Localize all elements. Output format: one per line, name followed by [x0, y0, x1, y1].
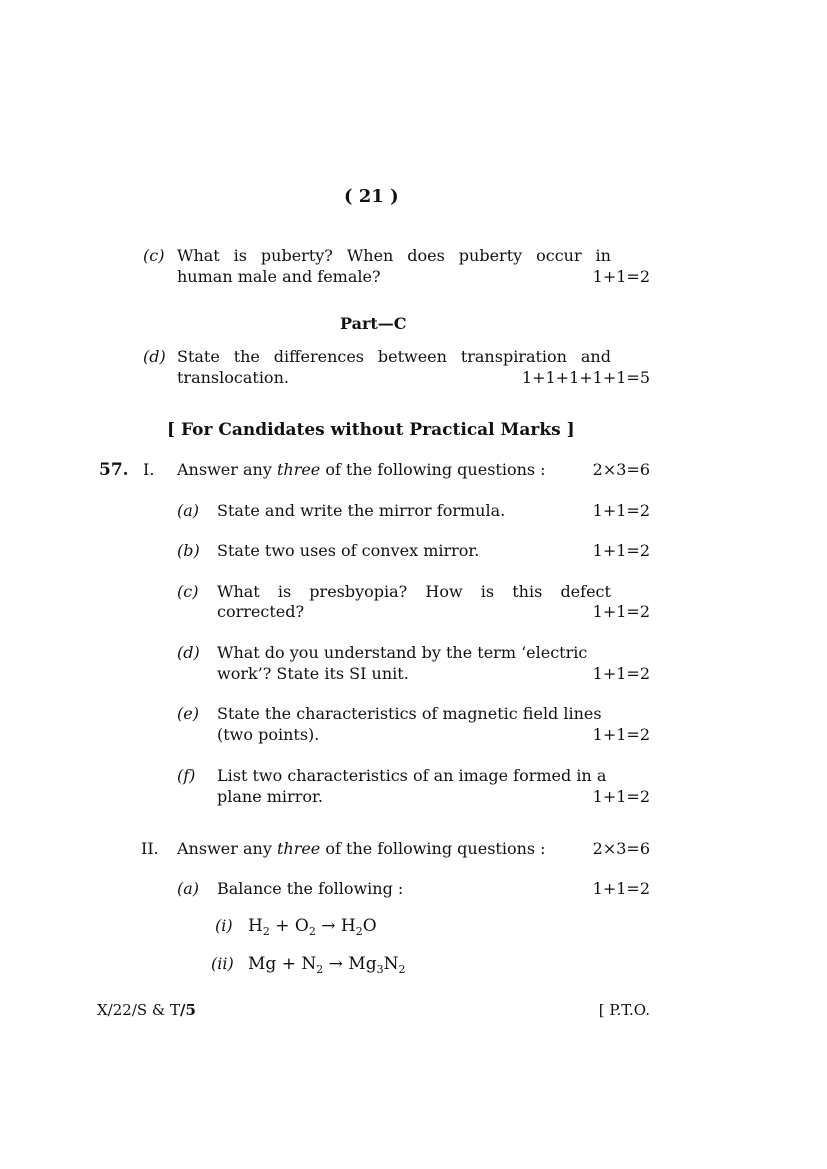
plus-sign: + [281, 954, 296, 974]
formula-part: Mg [248, 954, 277, 974]
instruction [177, 460, 546, 479]
word: the [233, 347, 260, 366]
sub-question-label: (b) [177, 541, 200, 560]
marks: 1+1=2 [592, 664, 650, 683]
word: is [233, 246, 247, 265]
sub-question-label: (e) [177, 704, 199, 723]
question-number: 57. [99, 460, 129, 480]
equation-label: (i) [215, 916, 233, 935]
formula-part: N [383, 954, 399, 974]
sub-question-text: corrected? [217, 602, 305, 621]
chemical-equation [248, 954, 405, 974]
marks: 1+1=2 [592, 725, 650, 744]
instruction-emphasis: three [276, 460, 321, 479]
sub-question-text: State and write the mirror formula. [217, 501, 506, 520]
marks: 2×3=6 [592, 839, 650, 858]
footer-code [97, 1001, 196, 1019]
subscript: 2 [398, 963, 406, 976]
subscript: 2 [355, 925, 363, 938]
word: is [277, 582, 292, 601]
sub-question-text: (two points). [217, 725, 320, 744]
word: What [217, 582, 260, 601]
word: puberty? [260, 246, 333, 265]
word: How [425, 582, 463, 601]
section-heading: [ For Candidates without Practical Marks ] [167, 420, 575, 440]
word: between [377, 347, 447, 366]
word: presbyopia? [309, 582, 408, 601]
instruction-text: of the following questions : [325, 839, 546, 858]
sub-question-text: State two uses of convex mirror. [217, 541, 480, 560]
equation-label: (ii) [211, 954, 234, 973]
word: State [177, 347, 220, 366]
word: defect [560, 582, 611, 601]
instruction-text: Answer any [177, 460, 272, 479]
instruction-emphasis: three [276, 839, 321, 858]
marks: 1+1=2 [592, 602, 650, 621]
sub-question-label: (a) [177, 501, 200, 520]
reaction-arrow: → [328, 954, 343, 974]
sub-question-text: State the characteristics of magnetic field lines [217, 704, 602, 723]
page-number: ( 21 ) [344, 186, 399, 207]
roman-numeral: II. [141, 839, 159, 858]
footer-code-text: X/22/S & T [97, 1001, 181, 1019]
plus-sign: + [275, 916, 290, 936]
instruction-text: Answer any [177, 839, 272, 858]
footer-pto: [ P.T.O. [598, 1001, 650, 1019]
sub-question-text: plane mirror. [217, 787, 323, 806]
sub-question-text: Balance the following : [217, 879, 404, 898]
word: When [346, 246, 394, 265]
sub-question-label: (a) [177, 879, 200, 898]
word: is [480, 582, 495, 601]
marks: 1+1=2 [592, 541, 650, 560]
sub-question-text: What do you understand by the term ‘electric [217, 643, 588, 662]
word: in [595, 246, 611, 265]
word: puberty [458, 246, 523, 265]
formula-part: O [362, 916, 377, 936]
formula-part: O [294, 916, 309, 936]
question-text-line: human male and female? [177, 267, 381, 286]
formula-part: H [248, 916, 263, 936]
marks: 1+1=2 [592, 879, 650, 898]
chemical-equation [248, 916, 377, 936]
subscript: 2 [316, 963, 324, 976]
subscript: 2 [308, 925, 316, 938]
instruction-text: of the following questions : [325, 460, 546, 479]
word: differences [273, 347, 365, 366]
subscript: 2 [262, 925, 270, 938]
marks: 1+1=2 [592, 787, 650, 806]
sub-question-text: work’? State its SI unit. [217, 664, 409, 683]
sub-question-text [217, 582, 611, 601]
word: occur [536, 246, 582, 265]
reaction-arrow: → [321, 916, 336, 936]
word: transpiration [460, 347, 567, 366]
sub-question-label: (f) [177, 766, 196, 785]
instruction [177, 839, 546, 858]
marks: 1+1=2 [592, 267, 650, 286]
word: and [580, 347, 611, 366]
footer-code-page: /5 [180, 1001, 196, 1019]
sub-question-label: (d) [177, 643, 200, 662]
word: this [512, 582, 543, 601]
part-heading: Part—C [340, 314, 407, 333]
question-label: (d) [143, 347, 166, 366]
sub-question-label: (c) [177, 582, 199, 601]
question-text-line: translocation. [177, 368, 289, 387]
sub-question-text: List two characteristics of an image formed in a [217, 766, 607, 785]
formula-part: Mg [348, 954, 377, 974]
roman-numeral: I. [143, 460, 155, 479]
formula-part: H [340, 916, 356, 936]
word: does [407, 246, 445, 265]
marks: 1+1=2 [592, 501, 650, 520]
question-text-line [177, 246, 611, 265]
question-text-line [177, 347, 611, 366]
marks: 2×3=6 [592, 460, 650, 479]
subscript: 3 [376, 963, 384, 976]
formula-part: N [301, 954, 317, 974]
word: What [177, 246, 220, 265]
marks: 1+1+1+1+1=5 [521, 368, 650, 387]
question-label: (c) [143, 246, 165, 265]
